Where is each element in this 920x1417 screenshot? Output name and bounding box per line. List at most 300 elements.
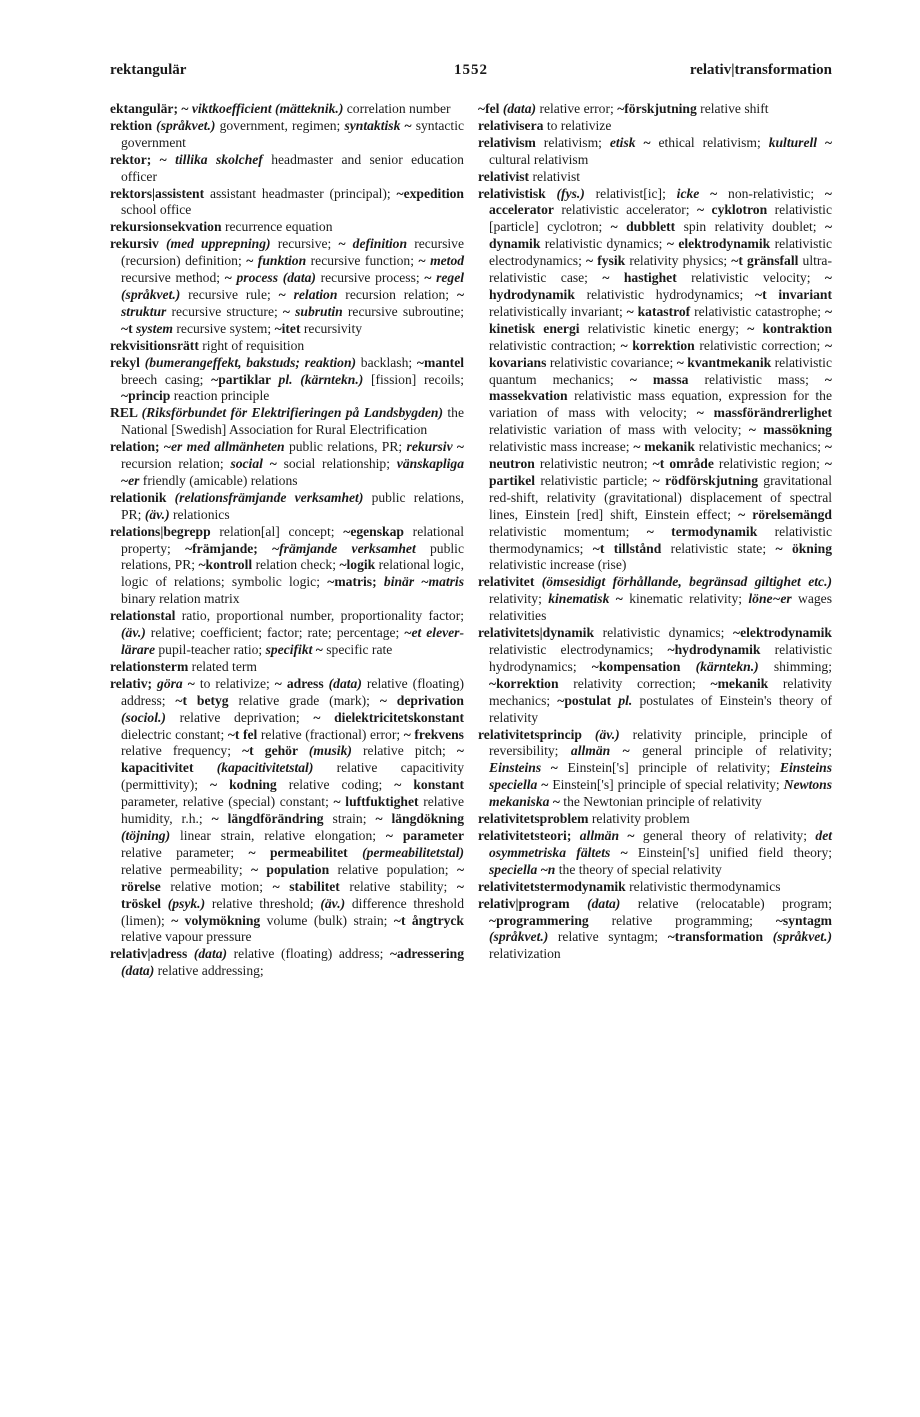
entry-term: ektangulär; ~ (110, 101, 192, 116)
entry-term: ~kontroll (198, 557, 253, 573)
entry-text: relativistic covariance; (546, 354, 677, 370)
entry-term: ~t fel (227, 726, 258, 742)
entry-term: ~ kontraktion (747, 320, 833, 336)
entry-text: recursion relation; (337, 286, 457, 302)
entry-term: ~programmering (489, 912, 589, 928)
entry-term: (sociol.) (121, 709, 166, 725)
entry-text: volume (bulk) strain; (260, 912, 394, 928)
entry-text: relative coding; (276, 777, 395, 793)
entry-term: viktkoefficient (mätteknik.) (191, 101, 344, 116)
entry-text: dielectric constant; (121, 726, 228, 742)
entry-text: relative (fractional) error; (257, 726, 404, 742)
entry-term: relativitetsproblem (478, 811, 589, 827)
entry-term: rektion (110, 117, 157, 133)
entry-term: ~ dubblett (610, 219, 676, 235)
entry-text: general principle of relativity; (629, 743, 832, 759)
dictionary-entry (478, 118, 832, 135)
entry-term: ~ termodynamik (646, 523, 758, 539)
entry-term: ~ (635, 134, 651, 150)
entry-term: ~ (278, 286, 294, 302)
entry-term: ~ deprivation (379, 692, 464, 708)
entry-term: ~princip (121, 388, 171, 404)
entry-text: relativistic state; (661, 540, 776, 556)
entry-term: etisk (609, 134, 636, 150)
entry-term: ~ (400, 117, 412, 133)
entry-text: relativistic mass equation, expression for the variation of mass with velocity; (489, 388, 832, 421)
entry-term: struktur (121, 303, 167, 319)
entry-term: ~ (224, 270, 237, 286)
entry-term: rektors|assistent (110, 185, 205, 201)
entry-text: relationics (169, 506, 230, 522)
entry-text: cultural relativism (489, 151, 589, 167)
entry-term: ~förskjutning (617, 101, 697, 116)
entry-text: social relationship; (276, 456, 397, 472)
entry-text: reaction principle (170, 388, 270, 404)
entry-term: ~ population (250, 861, 330, 877)
entry-text: relative threshold; (205, 895, 321, 911)
entry-text: ethical relativism; (650, 134, 769, 150)
dictionary-entry (110, 405, 464, 439)
entry-term: ~ (456, 286, 465, 302)
entry-term: ~t invariant (755, 286, 832, 302)
entry-text: relativism; (535, 134, 610, 150)
entry-text: relativistic dynamics; (540, 236, 667, 252)
entry-text: relational property; (121, 523, 464, 556)
entry-text: relativistic correction; (694, 337, 825, 353)
entry-term: rekursiv (406, 439, 453, 455)
entry-text: relativistic neutron; (534, 456, 653, 472)
entry-term: rektor; ~ (110, 151, 176, 167)
entry-text: recurrence equation (221, 219, 333, 235)
entry-term: relativisera (478, 117, 544, 133)
entry-term: ~ massförändrerlighet (696, 405, 832, 421)
entry-term: ~mantel (416, 354, 465, 370)
entry-term: icke (676, 185, 700, 201)
entry-text: ultra-relativistic case; (489, 253, 832, 286)
entry-text: friendly (amicable) relations (139, 472, 298, 488)
entry-text: the theory of special relativity (555, 861, 722, 877)
entry-text: specific rate (322, 642, 393, 657)
entry-text: pupil-teacher ratio; (154, 642, 266, 657)
entry-text: backlash; (356, 354, 417, 370)
entry-term: ~t gränsfall (731, 253, 799, 269)
entry-text: relative (relocatable) program; (620, 895, 833, 911)
entry-text: the National [Swedish] Association for Rural Electrification (121, 405, 464, 438)
dictionary-entry (110, 236, 464, 337)
entry-text: government, regimen; (215, 117, 345, 133)
entry-term: ~transformation (667, 929, 773, 945)
entry-text: binary relation matrix (121, 591, 240, 607)
entry-text: relativistic quantum mechanics; (489, 354, 832, 387)
entry-term: ~ cyklotron (697, 202, 768, 218)
entry-term: allmän (579, 827, 620, 843)
entry-term: (språkvet.) (489, 929, 549, 945)
entry-term: ~elektrodynamik (733, 625, 832, 641)
entry-text: relativistic dynamics; (594, 625, 734, 641)
entry-text: relativization (489, 946, 561, 962)
entry-term: ~ parameter (385, 827, 464, 843)
entry-term: relations|begrepp (110, 523, 211, 539)
entry-text: recursive rule; (180, 286, 279, 302)
entry-term: system (136, 320, 173, 336)
entry-term: ~ accelerator (489, 185, 832, 218)
entry-text: relative pitch; (351, 743, 457, 759)
entry-term: ~mekanik (710, 675, 769, 691)
entry-text: relativistic contraction; (489, 337, 621, 353)
entry-text: recursive process; (315, 270, 425, 286)
entry-text: Einstein['s] unified field theory; (627, 844, 833, 860)
entry-term: (språkvet.) (156, 117, 216, 133)
entry-text: relativistically invariant; (489, 303, 627, 319)
entry-term: (ömsesidigt förhållande, begränsad giltighet etc.) (541, 574, 832, 590)
entry-term: relativistisk (478, 185, 557, 201)
entry-text: relativity; (489, 591, 549, 607)
entry-term: ~ (817, 134, 833, 150)
entry-term: ~ rörelse (121, 861, 465, 894)
entry-term: ~ (414, 574, 429, 590)
entry-term: ~ (424, 270, 437, 286)
entry-term: ~fel (478, 101, 503, 116)
entry-term: ~ elektrodynamik (666, 236, 771, 252)
entry-text: relative (floating) address; (121, 675, 465, 708)
entry-term: ~ (312, 642, 323, 657)
entry-term: ~syntagm (775, 912, 832, 928)
entry-term: ~ korrektion (620, 337, 695, 353)
entry-term: (musik) (308, 743, 352, 759)
entry-text: public relations, PR; (121, 540, 464, 573)
entry-text: ratio, proportional number, proportionality factor; (175, 608, 464, 624)
entry-term: (äv.) (144, 506, 170, 522)
entry-term: ~ volymökning (171, 912, 261, 928)
entry-text: relative parameter; (121, 844, 249, 860)
entry-term: ~postulat (557, 692, 619, 708)
entry-term: relation; ~ (110, 439, 171, 455)
entry-term: Einsteins speciella (489, 760, 833, 793)
entry-term: (permeabilitetstal) (362, 844, 464, 860)
entry-term: ~logik (339, 557, 376, 573)
entry-text: relative syntagm; (548, 929, 668, 945)
entry-text: correlation number (343, 101, 451, 116)
dictionary-entry (478, 879, 832, 896)
entry-term: ~kompensation (591, 658, 696, 674)
dictionary-entry (110, 355, 464, 406)
dictionary-entry (110, 946, 464, 980)
entry-text: recursive subroutine; (342, 303, 465, 319)
entry-term: relativitets|dynamik (478, 625, 595, 641)
page-header (110, 62, 832, 86)
entry-text: linear strain, relative elongation; (170, 827, 386, 843)
entry-text: to relativize; (194, 675, 275, 691)
entry-term: (data) (328, 675, 362, 691)
entry-term: ~ (610, 743, 630, 759)
entry-text: kinematic relativity; (622, 591, 749, 607)
entry-text: strain; (323, 811, 376, 827)
entry-term: (äv.) (121, 625, 146, 641)
entry-term: ~ längdökning (375, 811, 465, 827)
dictionary-entry (110, 608, 464, 659)
entry-term: ~ neutron (489, 439, 832, 472)
entry-term: ~ (699, 185, 718, 201)
entry-term: ~ (338, 236, 353, 252)
entry-term: specifikt (265, 642, 313, 657)
entry-term: ~främjande; ~ (185, 540, 280, 556)
entry-term: ~ permeabilitet (248, 844, 363, 860)
entry-term: (data) (587, 895, 621, 911)
entry-term: (äv.) (320, 895, 346, 911)
entry-term: Einsteins (489, 760, 542, 776)
entry-text: relativistic thermodynamics; (489, 523, 833, 556)
entry-text: general theory of relativity; (634, 827, 816, 843)
dictionary-entry (110, 152, 464, 186)
entry-term: rekyl (110, 354, 145, 370)
entry-text: recursivity (300, 320, 363, 336)
entry-term: ~ massa (629, 371, 689, 387)
entry-term: ~adressering (389, 946, 464, 962)
entry-term: speciella (489, 861, 538, 877)
entry-term: n (547, 861, 556, 877)
entry-term: er (128, 472, 140, 488)
dictionary-entry (478, 186, 832, 575)
entry-term: ~ (262, 456, 277, 472)
entry-text: relativistic catastrophe; (690, 303, 825, 319)
entry-text: shimming; (758, 658, 832, 674)
entry-text: relativistic velocity; (676, 270, 825, 286)
header-first-word: rektangulär (110, 62, 187, 78)
entry-text: right of requisition (198, 337, 305, 353)
entry-term: tillika skolchef (175, 151, 263, 167)
entry-term: pl. (kärntekn.) (278, 371, 364, 387)
entry-text: relative (floating) address; (227, 946, 390, 962)
entry-text: recursive; (270, 236, 339, 252)
dictionary-entry (478, 625, 832, 726)
entry-text: recursive system; (173, 320, 275, 336)
entry-term: ~ mekanik (633, 439, 695, 455)
entry-term: er med allmänheten (170, 439, 285, 455)
entry-text: relative humidity, r.h.; (121, 794, 464, 827)
entry-text: relative programming; (588, 912, 776, 928)
entry-term: relativ|program (478, 895, 588, 911)
entry-text: relativistic region; (713, 456, 825, 472)
entry-text: relative frequency; (121, 743, 243, 759)
dictionary-entry (110, 219, 464, 236)
entry-term: ~t gehör (242, 743, 309, 759)
entry-term: ~ dynamik (489, 219, 833, 252)
entry-term: ~ ökning (775, 540, 832, 556)
entry-term: ~ (537, 861, 548, 877)
entry-text: [fission] recoils; (363, 371, 465, 387)
entry-term: ~ hastighet (602, 270, 677, 286)
entry-term: ~ partikel (489, 456, 832, 488)
entry-term: ~egenskap (343, 523, 404, 539)
entry-term: ~t betyg (175, 692, 229, 708)
entry-term: funktion (257, 253, 307, 269)
entry-text: related term (188, 658, 257, 674)
entry-term: relationstal (110, 608, 176, 624)
entry-text: Einstein['s] principle of special relativity; (548, 777, 784, 793)
entry-text: relational logic, logic of relations; symbolic logic; (121, 557, 464, 590)
entry-text: recursive function; (306, 253, 419, 269)
entry-text: relativity mechanics; (489, 675, 832, 708)
entry-text: relativistic momentum; (489, 523, 647, 539)
entry-term: relativist (478, 168, 530, 184)
entry-text: relative grade (mark); (228, 692, 380, 708)
entry-text: relativistic accelerator; (553, 202, 698, 218)
dictionary-entry (110, 186, 464, 220)
entry-text: relative vapour pressure (121, 929, 252, 945)
entry-text: difference threshold (limen); (121, 895, 464, 928)
entry-text: relativistic [particle] cyclotron; (489, 202, 832, 235)
entry-text: relative; coefficient; factor; rate; percentage; (145, 625, 405, 641)
entry-term: (töjning) (121, 827, 171, 843)
dictionary-entry (478, 169, 832, 186)
entry-text: relativistic hydrodynamics; (489, 642, 832, 674)
entry-term: (kärntekn.) (695, 658, 759, 674)
entry-text: relative motion; (160, 878, 273, 894)
entry-term: ~ tröskel (121, 878, 464, 911)
entry-term: relativitetstermodynamik (478, 878, 626, 894)
entry-term: (med upprepning) (165, 236, 271, 252)
entry-term: ~ rörelsemängd (738, 506, 832, 522)
entry-term: (språkvet.) (772, 929, 832, 945)
dictionary-entry (110, 676, 464, 947)
dictionary-entry (110, 490, 464, 524)
entry-term: ~itet (274, 320, 301, 336)
entry-text: relativistic mass increase; (489, 439, 634, 455)
entry-term: ~t område (652, 456, 714, 472)
entry-text: breech casing; (121, 371, 212, 387)
dictionary-entry (110, 118, 464, 152)
entry-text: relative addressing; (154, 963, 264, 979)
entry-text: relation check; (252, 557, 340, 573)
dictionary-entry (478, 828, 832, 879)
entry-term: subrutin (295, 303, 343, 319)
entry-text: Einstein['s] principle of relativity; (557, 760, 780, 776)
entry-text: relativity problem (588, 811, 690, 827)
entry-term: ~ katastrof (626, 303, 691, 319)
entry-text: gravitational red-shift, relativity (gravitational) displacement of spectral lines, Einstein [red] shift, Einstein effect; (489, 472, 832, 522)
entry-term: ~ kodning (210, 777, 277, 793)
entry-term: REL (110, 405, 142, 421)
entry-term: rekvisitionsrätt (110, 337, 199, 353)
entry-term: göra (157, 675, 183, 691)
right-column (478, 101, 832, 963)
entry-term: relativism (478, 134, 536, 150)
entry-term: (fys.) (556, 185, 585, 201)
entry-text: relative capacitivity (permittivity); (121, 760, 464, 793)
entry-text: relative shift (696, 101, 769, 116)
entry-text: relativistic electrodynamics; (489, 642, 668, 657)
dictionary-entry (478, 101, 832, 118)
entry-term: ~ kvantmekanik (676, 354, 772, 370)
entry-text: relative permeability; (121, 861, 251, 877)
entry-term: ~expedition (396, 185, 464, 201)
entry-term: ~ frekvens (403, 726, 464, 742)
entry-text: headmaster and senior education officer (121, 151, 464, 184)
entry-text: relativistic increase (rise) (489, 557, 627, 573)
entry-text: relativity principle, principle of reversibility; (489, 726, 832, 759)
entry-term: (data) (502, 101, 537, 116)
dictionary-entry (110, 524, 464, 609)
entry-term: ~ kapacitivitet (121, 743, 464, 776)
entry-term: rekursiv (110, 236, 166, 252)
entry-term: ~ (609, 591, 623, 607)
header-last-word: relativ|transformation (689, 62, 832, 78)
entry-text: relativity physics; (625, 253, 732, 269)
entry-term: kulturell (768, 134, 818, 150)
entry-term: relation (293, 286, 338, 302)
entry-term: pl. (618, 692, 633, 708)
left-column (110, 101, 464, 980)
entry-term: relativitetsprincip (478, 726, 595, 742)
entry-text: relativistic particle; (535, 472, 653, 488)
entry-term: (Riksförbundet för Elektrifieringen på Landsbygden) (141, 405, 444, 421)
dictionary-entry (478, 135, 832, 169)
entry-text: the Newtonian principle of relativity (559, 794, 762, 810)
dictionary-entry (110, 338, 464, 355)
entry-term: binär (383, 574, 415, 590)
entry-text: public relations, PR; (284, 439, 407, 455)
entry-text: postulates of Einstein's theory of relativity (489, 692, 832, 725)
entry-term: (bumerangeffekt, bakstuds; reaktion) (144, 354, 357, 370)
dictionary-entry (478, 811, 832, 828)
entry-term: ~ (619, 827, 635, 843)
entry-text: relativity correction; (558, 675, 711, 691)
entry-term: ~ stabilitet (272, 878, 340, 894)
entry-term: process (data) (236, 270, 316, 286)
entry-term: ~ konstant (394, 777, 464, 793)
entry-term: (psyk.) (167, 895, 206, 911)
entry-text: relation[al] concept; (210, 523, 344, 539)
entry-term: ~ kinetisk energi (489, 303, 833, 336)
entry-text: recursive structure; (166, 303, 283, 319)
entry-text: relativistic kinetic energy; (579, 320, 748, 336)
entry-term: syntaktisk (344, 117, 401, 133)
entry-term: det osymmetriska fältets (489, 827, 832, 860)
entry-term: ~ kovarians (489, 337, 833, 370)
entry-text: wages relativities (489, 591, 832, 624)
entry-term: relativitetsteori; (478, 827, 580, 843)
entry-term: ~ hydrodynamik (489, 270, 832, 302)
entry-text: relative population; (329, 861, 457, 877)
entry-text: parameter, relative (special) constant; (121, 794, 334, 810)
entry-term: ~ rödförskjutning (652, 472, 759, 488)
entry-text: relativist (529, 168, 581, 184)
entry-term: definition (352, 236, 408, 252)
entry-term: ~ längdförändring (211, 811, 324, 827)
entry-term: ~ (121, 472, 129, 488)
entry-term: relationsterm (110, 658, 189, 674)
entry-term: ~ (282, 303, 296, 319)
entry-term: social (230, 456, 263, 472)
entry-term: ~matris; (327, 574, 384, 590)
entry-term: (äv.) (594, 726, 620, 742)
dictionary-entry (110, 101, 464, 118)
entry-term: rekursionsekvation (110, 219, 222, 235)
entry-term: matris (428, 574, 465, 590)
entry-text: school office (121, 202, 192, 218)
entry-term: (relationsfrämjande verksamhet) (174, 489, 364, 505)
entry-text: relativist[ic]; (584, 185, 677, 201)
entry-term: ~ luftfuktighet (333, 794, 419, 810)
entry-term: ~ (182, 675, 195, 691)
entry-term: ~ dielektricitetskonstant (313, 709, 464, 725)
entry-text: relativistic hydrodynamics; (574, 286, 756, 302)
entry-term: ~hydrodynamik (667, 642, 761, 657)
entry-text: relativistic thermodynamics (625, 878, 781, 894)
entry-term: ~ (246, 253, 258, 269)
entry-term: regel (språkvet.) (121, 270, 465, 302)
entry-text: assistant headmaster (principal); (204, 185, 397, 201)
